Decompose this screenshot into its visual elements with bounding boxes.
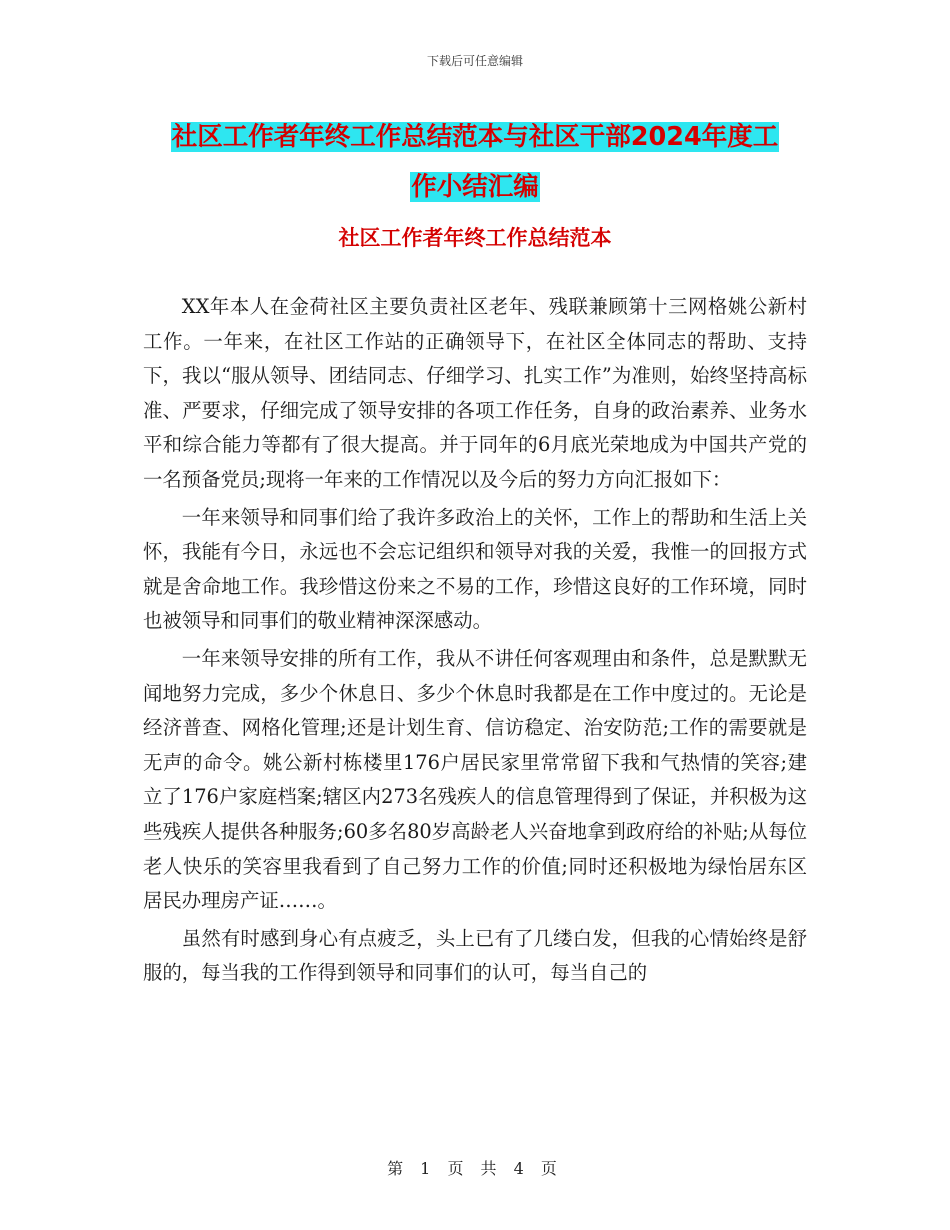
paragraph: XX年本人在金荷社区主要负责社区老年、残联兼顾第十三网格姚公新村工作。一年来，在社区工作站的正确领导下，在社区全体同志的帮助、支持下，我以“服从领导、团结同志、仔细学习、扎实工作”为准则，始终坚持高标准、严要求，仔细完成了领导安排的各项工作任务，自身的政治素养、业务水平和综合能力等都有了很大提高。并于同年的6月底光荣地成为中国共产党的一名预备党员;现将一年来的工作情况以及今后的努力方向汇报如下： [143, 295, 807, 491]
document-title [140, 112, 810, 212]
title-line-2: 作小结汇编 [411, 172, 539, 202]
title-line-1: 社区工作者年终工作总结范本与社区干部2024年度工 [171, 122, 779, 152]
section-title: 社区工作者年终工作总结范本 [338, 226, 612, 250]
paragraph: 一年来领导和同事们给了我许多政治上的关怀，工作上的帮助和生活上关怀，我能有今日，永远也不会忘记组织和领导对我的关爱，我惟一的回报方式就是舍命地工作。我珍惜这份来之不易的工作，珍惜这良好的工作环境，同时也被领导和同事们的敬业精神深深感动。 [143, 505, 807, 633]
body-text [143, 290, 807, 994]
paragraph: 一年来领导安排的所有工作，我从不讲任何客观理由和条件，总是默默无闻地努力完成，多少个休息日、多少个休息时我都是在工作中度过的。无论是经济普查、网格化管理;还是计划生育、信访稳定、治安防范;工作的需要就是无声的命令。姚公新村栋楼里176户居民家里常常留下我和气热情的笑容;建立了176户家庭档案;辖区内273名残疾人的信息管理得到了保证，并积极为这些残疾人提供各种服务;60多名80岁高龄老人兴奋地拿到政府给的补贴;从每位老人快乐的笑容里我看到了自己努力工作的价值;同时还积极地为绿怡居东区居民办理房产证……。 [143, 646, 807, 913]
header-note: 下载后可任意编辑 [426, 54, 523, 68]
paragraph: 虽然有时感到身心有点疲乏，头上已有了几缕白发，但我的心情始终是舒服的，每当我的工作得到领导和同事们的认可，每当自己的 [143, 926, 807, 985]
page-number-footer: 第 1 页 共 4 页 [387, 1159, 563, 1178]
